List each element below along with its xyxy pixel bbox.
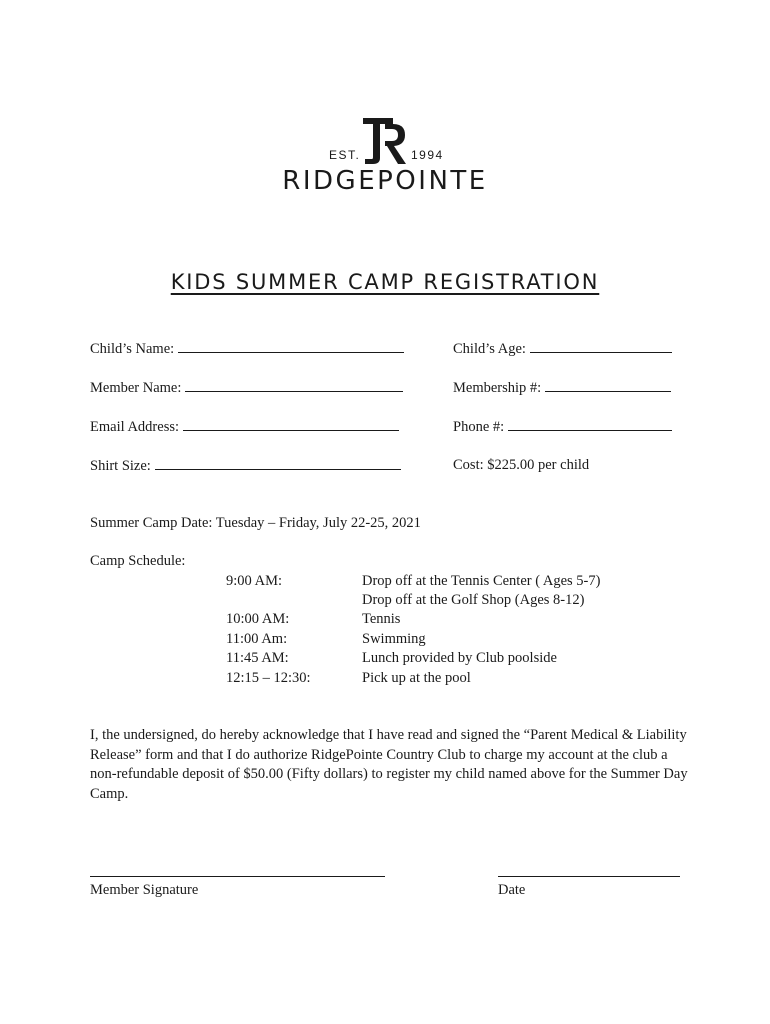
- phone-field[interactable]: [453, 418, 672, 436]
- logo-year-text: 1994: [411, 148, 444, 162]
- schedule-activity: Drop off at the Golf Shop (Ages 8-12): [362, 592, 585, 608]
- date-line[interactable]: [498, 876, 680, 877]
- child-name-line[interactable]: [178, 340, 404, 353]
- page-title: KIDS SUMMER CAMP REGISTRATION: [170, 270, 600, 294]
- child-name-label: Child’s Name:: [90, 341, 175, 357]
- acknowledgement-paragraph: I, the undersigned, do hereby acknowledge that I have read and signed the “Parent Medical & Liability Release” form and that I do authorize RidgePointe Country Club to charge my account at the club a non-refundable deposit of $50.00 (Fifty dollars) to register my child named above for the Summer Day Camp.: [90, 727, 688, 803]
- child-name-field[interactable]: [90, 340, 404, 358]
- schedule-heading: Camp Schedule:: [90, 553, 186, 569]
- member-name-field[interactable]: [90, 379, 403, 397]
- shirt-size-field[interactable]: [90, 457, 401, 475]
- schedule-time: 10:00 AM:: [226, 611, 290, 627]
- email-label: Email Address:: [90, 419, 180, 435]
- schedule-activity: Pick up at the pool: [362, 670, 471, 686]
- member-signature-label: Member Signature: [90, 882, 199, 898]
- schedule-time: 11:45 AM:: [226, 650, 289, 666]
- membership-number-field[interactable]: [453, 379, 671, 397]
- member-signature-line[interactable]: [90, 876, 385, 877]
- child-age-label: Child’s Age:: [453, 341, 526, 357]
- cost-text: Cost: $225.00 per child: [453, 457, 590, 473]
- schedule-time: 11:00 Am:: [226, 631, 288, 647]
- membership-number-label: Membership #:: [453, 380, 542, 396]
- schedule-activity: Tennis: [362, 611, 401, 627]
- shirt-size-line[interactable]: [155, 457, 401, 470]
- schedule-activity: Swimming: [362, 631, 426, 647]
- ridgepointe-logo: [0, 112, 770, 202]
- camp-date-text: Summer Camp Date: Tuesday – Friday, July 22-25, 2021: [90, 515, 421, 531]
- schedule-time: 12:15 – 12:30:: [226, 670, 311, 686]
- phone-label: Phone #:: [453, 419, 505, 435]
- logo-est-text: EST.: [329, 148, 361, 162]
- date-label: Date: [498, 882, 526, 898]
- child-age-line[interactable]: [530, 340, 672, 353]
- member-name-label: Member Name:: [90, 380, 182, 396]
- phone-line[interactable]: [508, 418, 672, 431]
- schedule-time: 9:00 AM:: [226, 573, 282, 589]
- schedule-activity: Drop off at the Tennis Center ( Ages 5-7): [362, 573, 601, 589]
- email-line[interactable]: [183, 418, 399, 431]
- rp-monogram-icon: [363, 118, 407, 166]
- membership-number-line[interactable]: [545, 379, 671, 392]
- schedule-activity: Lunch provided by Club poolside: [362, 650, 557, 666]
- shirt-size-label: Shirt Size:: [90, 458, 151, 474]
- member-name-line[interactable]: [185, 379, 403, 392]
- email-field[interactable]: [90, 418, 399, 436]
- logo-wordmark: RIDGEPOINTE: [282, 166, 488, 196]
- child-age-field[interactable]: [453, 340, 672, 358]
